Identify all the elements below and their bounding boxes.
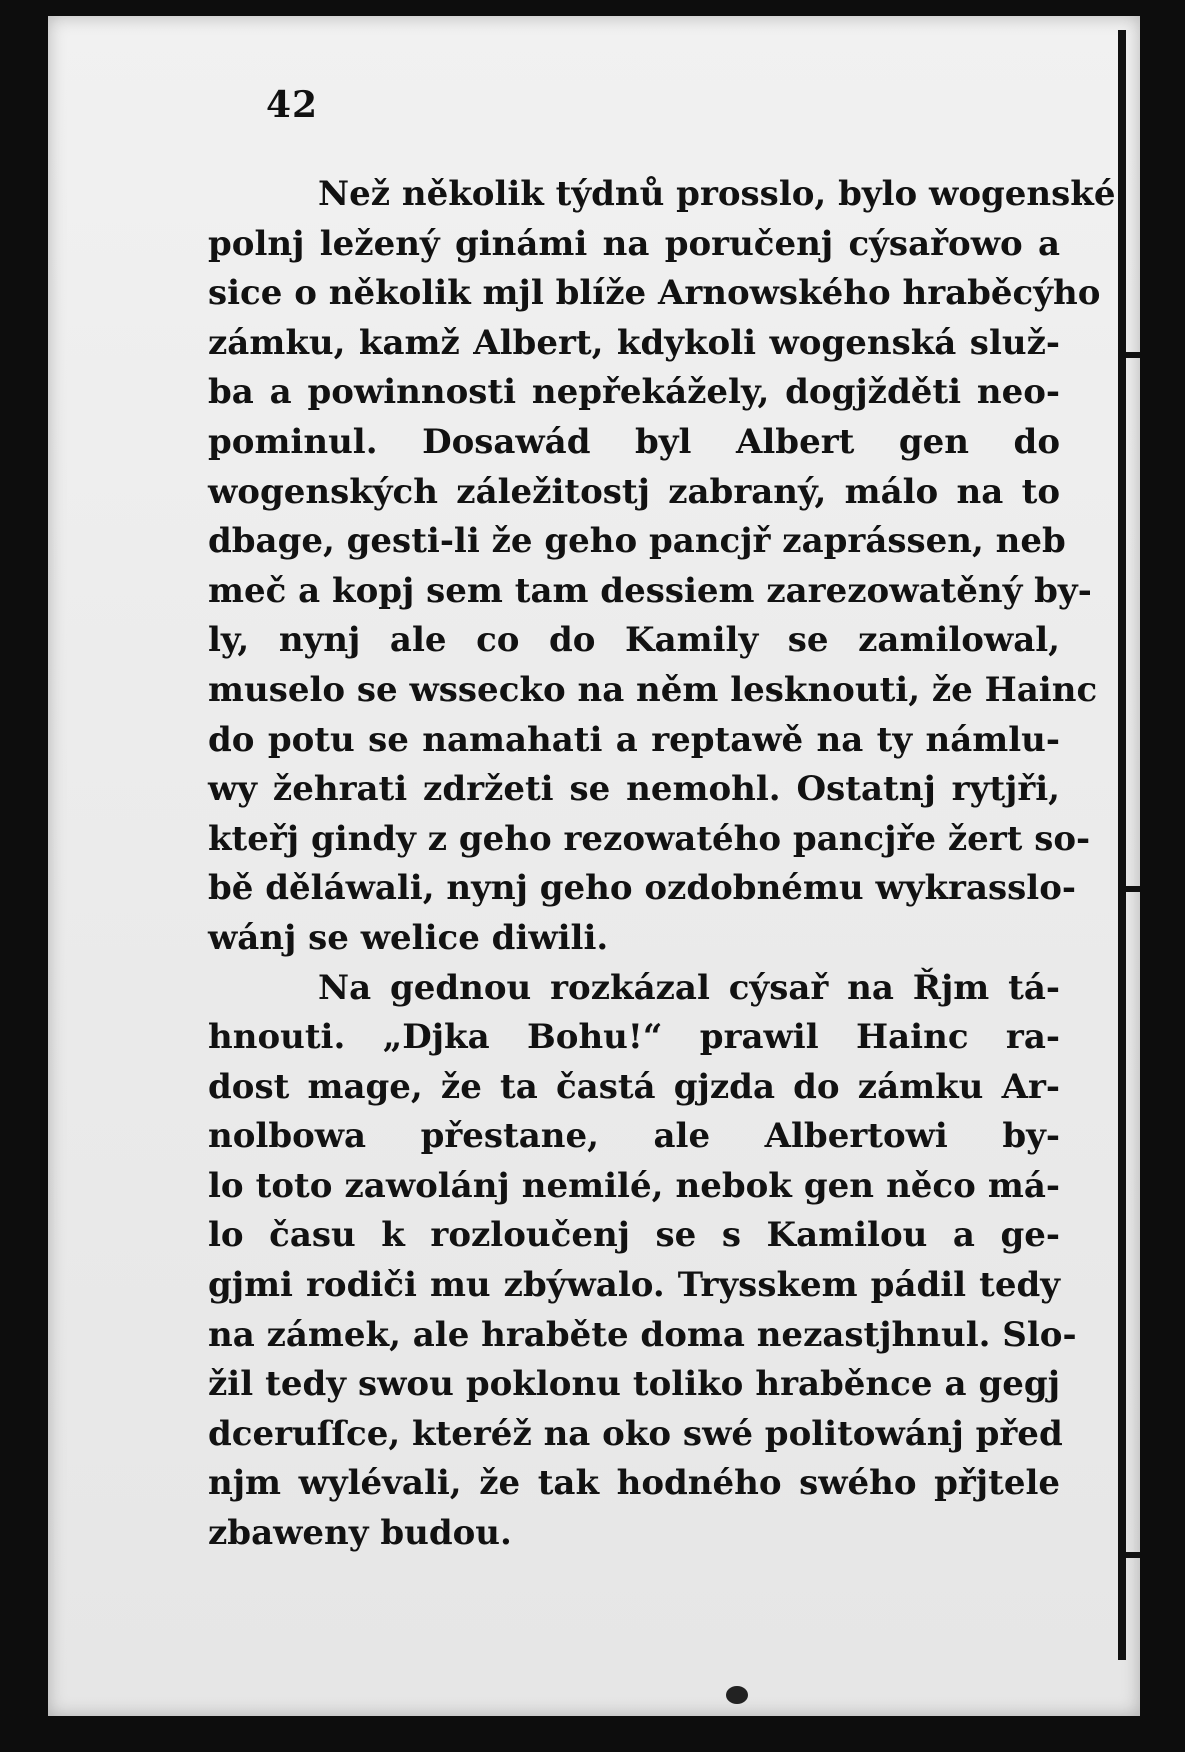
text-line: njm wylévali, že tak hodného swého přjtele	[208, 1463, 1060, 1504]
text-line: nolbowa přestane, ale Albertowi by-	[208, 1116, 1060, 1157]
text-line: hnouti. „Djka Bohu!“ prawil Hainc ra-	[208, 1017, 1060, 1058]
text-line: na zámek, ale hraběte doma nezastjhnul. Slo-	[208, 1314, 1077, 1355]
text-line: ly, nynj ale co do Kamily se zamilowal,	[208, 620, 1060, 661]
text-line: zbaweny budou.	[208, 1513, 512, 1554]
text-line: muselo se wssecko na něm lesknouti, že Hainc	[208, 669, 1098, 710]
text-line: pominul. Dosawád byl Albert gen do	[208, 421, 1060, 462]
text-line: sice o několik mjl blíže Arnowského hraběcýho	[208, 273, 1101, 314]
text-line: dbage, gesti-li že geho pancjř zaprássen, neb	[208, 521, 1066, 562]
text-line: žil tedy swou poklonu toliko hraběnce a gegj	[208, 1364, 1060, 1405]
text-line: lo času k rozloučenj se s Kamilou a ge-	[208, 1215, 1060, 1256]
text-line: wogenských záležitostj zabraný, málo na to	[208, 471, 1060, 512]
ink-smudge	[726, 1686, 748, 1704]
text-line: polnj ležený ginámi na poručenj cýsařowo a	[208, 223, 1060, 264]
edge-mark	[1122, 1552, 1140, 1558]
edge-mark	[1122, 352, 1140, 358]
text-line: zámku, kamž Albert, kdykoli wogenská služ-	[208, 322, 1060, 363]
text-line: dost mage, že ta častá gjzda do zámku Ar-	[208, 1066, 1060, 1107]
page-number: 42	[266, 84, 319, 126]
text-line: Na gednou rozkázal cýsař na Řjm tá-	[318, 967, 1060, 1008]
text-line: meč a kopj sem tam dessiem zarezowatěný by-	[208, 570, 1092, 611]
text-line: gjmi rodiči mu zbýwalo. Trysskem pádil tedy	[208, 1265, 1060, 1306]
text-line: lo toto zawolánj nemilé, nebok gen něco má-	[208, 1165, 1060, 1206]
edge-mark	[1122, 886, 1140, 892]
text-line: kteřj gindy z geho rezowatého pancjře žert so-	[208, 818, 1091, 859]
binding-edge-shadow	[1118, 30, 1126, 1660]
text-line: bě děláwali, nynj geho ozdobnému wykrasslo-	[208, 868, 1076, 909]
text-line: Než několik týdnů prosslo, bylo wogenské	[318, 174, 1116, 214]
text-line: dceruſſce, kteréž na oko swé politowánj před	[208, 1413, 1063, 1454]
text-line: wy žehrati zdržeti se nemohl. Ostatnj rytjři,	[208, 769, 1060, 810]
text-line: ba a powinnosti nepřekážely, dogjžděti neo-	[208, 372, 1060, 413]
text-line: do potu se namahati a reptawě na ty námlu-	[208, 719, 1060, 760]
text-line: wánj se welice diwili.	[208, 917, 609, 958]
body-text	[208, 170, 1116, 1559]
